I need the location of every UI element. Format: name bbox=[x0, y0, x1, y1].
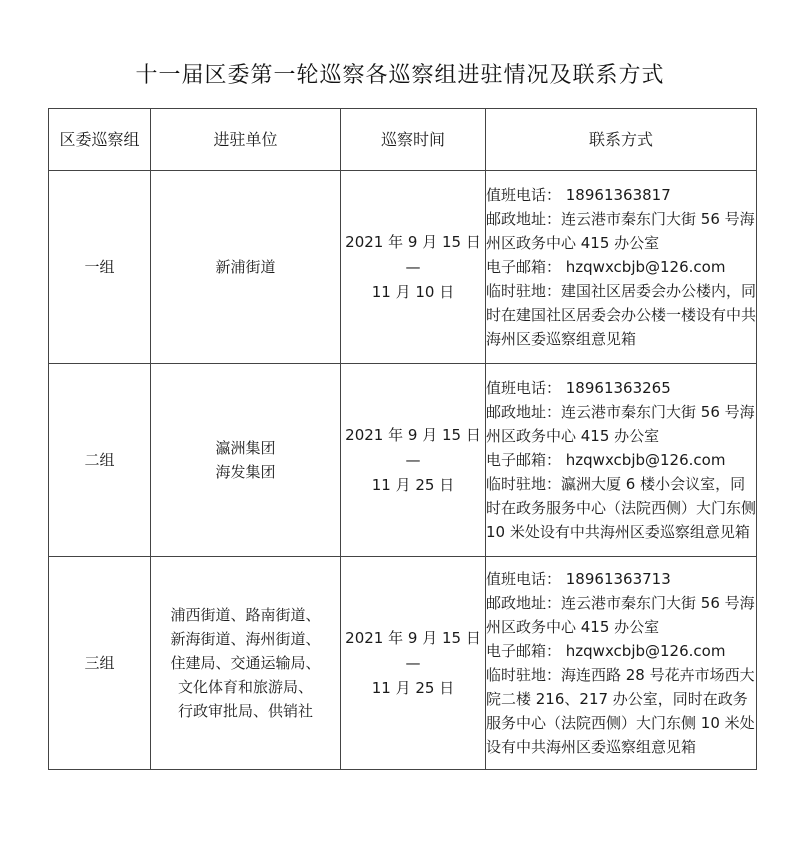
contact-address: 邮政地址：连云港市秦东门大街 56 号海州区政务中心 415 办公室 bbox=[486, 210, 755, 252]
contact-temp-location: 临时驻地：建国社区居委会办公楼内，同时在建国社区居委会办公楼一楼设有中共海州区委巡察组意见箱 bbox=[486, 282, 757, 348]
table-row bbox=[49, 557, 757, 770]
contact-temp-location: 临时驻地：瀛洲大厦 6 楼小会议室，同时在政务服务中心（法院西侧）大门东侧 10 米处设有中共海州区委巡察组意见箱 bbox=[486, 475, 757, 541]
contact-phone: 值班电话： 18961363817 bbox=[486, 186, 671, 204]
group-cell: 一组 bbox=[49, 171, 151, 364]
contact-email: 电子邮箱： hzqwxcbjb@126.com bbox=[486, 258, 726, 276]
page-title: 十一届区委第一轮巡察各巡察组进驻情况及联系方式 bbox=[135, 63, 665, 88]
time-dash: — bbox=[405, 653, 421, 672]
unit-line: 行政审批局、供销社 bbox=[177, 702, 313, 720]
time-start: 2021 年 9 月 15 日 bbox=[345, 628, 481, 647]
unit-line: 文化体育和旅游局、 bbox=[177, 678, 313, 696]
header-unit: 进驻单位 bbox=[151, 109, 341, 171]
unit-line: 住建局、交通运输局、 bbox=[170, 654, 321, 672]
unit-line: 海发集团 bbox=[215, 463, 276, 481]
unit-cell bbox=[151, 364, 341, 557]
header-time: 巡察时间 bbox=[341, 109, 486, 171]
time-dash: — bbox=[405, 257, 421, 276]
time-cell bbox=[341, 171, 486, 364]
table-header-row bbox=[49, 109, 757, 171]
table-row bbox=[49, 364, 757, 557]
group-cell: 二组 bbox=[49, 364, 151, 557]
unit-line: 瀛洲集团 bbox=[215, 439, 276, 457]
table-row bbox=[49, 171, 757, 364]
contact-phone: 值班电话： 18961363265 bbox=[486, 379, 671, 397]
contact-cell bbox=[486, 171, 757, 364]
contact-cell bbox=[486, 557, 757, 770]
time-start: 2021 年 9 月 15 日 bbox=[345, 232, 481, 251]
time-cell bbox=[341, 364, 486, 557]
unit-cell bbox=[151, 171, 341, 364]
time-end: 11 月 25 日 bbox=[371, 475, 455, 494]
unit-line: 新海街道、海州街道、 bbox=[170, 630, 321, 648]
unit-line: 新浦街道 bbox=[215, 258, 276, 276]
contact-email: 电子邮箱： hzqwxcbjb@126.com bbox=[486, 642, 726, 660]
contact-address: 邮政地址：连云港市秦东门大街 56 号海州区政务中心 415 办公室 bbox=[486, 403, 755, 445]
time-cell bbox=[341, 557, 486, 770]
unit-cell bbox=[151, 557, 341, 770]
header-group: 区委巡察组 bbox=[49, 109, 151, 171]
unit-line: 浦西街道、路南街道、 bbox=[170, 606, 321, 624]
time-end: 11 月 25 日 bbox=[371, 678, 455, 697]
contact-cell bbox=[486, 364, 757, 557]
header-contact: 联系方式 bbox=[486, 109, 757, 171]
group-cell: 三组 bbox=[49, 557, 151, 770]
inspection-table bbox=[48, 108, 757, 770]
contact-email: 电子邮箱： hzqwxcbjb@126.com bbox=[486, 451, 726, 469]
time-start: 2021 年 9 月 15 日 bbox=[345, 425, 481, 444]
contact-address: 邮政地址：连云港市秦东门大街 56 号海州区政务中心 415 办公室 bbox=[486, 594, 755, 636]
time-dash: — bbox=[405, 450, 421, 469]
contact-temp-location: 临时驻地：海连西路 28 号花卉市场西大院二楼 216、217 办公室，同时在政务服务中心（法院西侧）大门东侧 10 米处设有中共海州区委巡察组意见箱 bbox=[486, 666, 755, 756]
contact-phone: 值班电话： 18961363713 bbox=[486, 570, 671, 588]
time-end: 11 月 10 日 bbox=[371, 282, 455, 301]
